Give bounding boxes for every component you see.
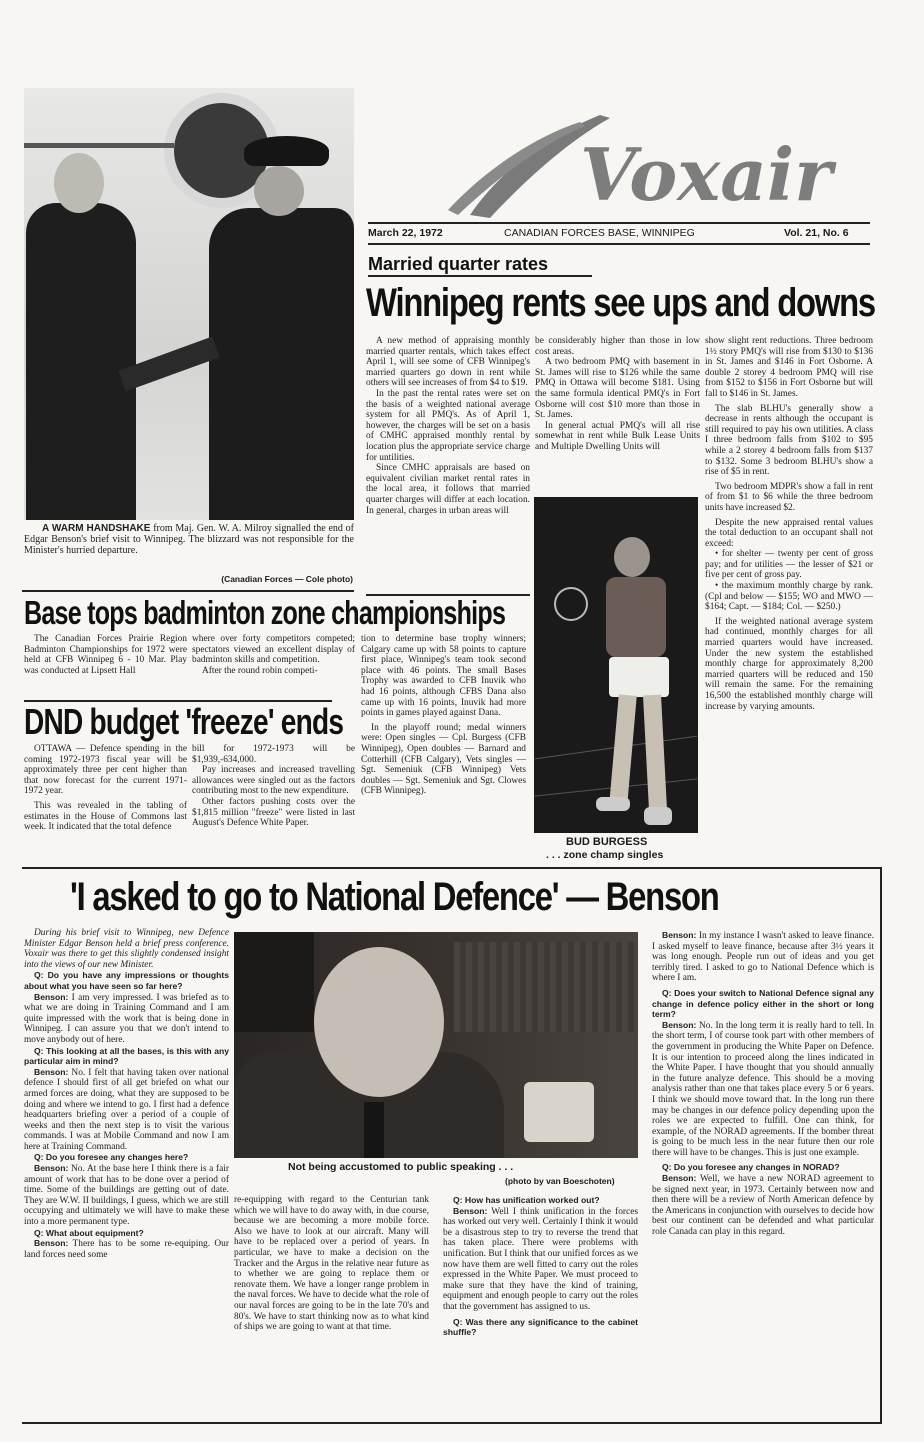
base-name: CANADIAN FORCES BASE, WINNIPEG [504, 227, 695, 239]
badminton-col-2 [192, 634, 355, 676]
speaker-label: Benson: [662, 1019, 697, 1030]
rent-kicker-text: Married quarter rates [368, 254, 549, 274]
benson-press-photo [234, 932, 638, 1158]
budget-paragraph: This was revealed in the tabling of estimates in the House of Commons last week. It indicated that the total defence [24, 800, 187, 833]
rent-bullet: • for shelter — twenty per cent of gross pay; and for utilities — the lesser of $21 or five per cent of gross pay. [705, 549, 873, 581]
interview-answer [24, 1238, 229, 1260]
rent-paragraph: In the past the rental rates were set on the basis of a weighted national average system for all PMQ's. As of April 1, however, the charges will be set on a basis of CMHC appraised monthly rental by location plus the appropriate service charge for untilities. [366, 388, 530, 463]
answer-text: I am very impressed. I was briefed as to what we are doing in Training Command and I am quite impressed with the work that is being done in Winnipeg. I can assure you that we don't intend to move anybody out of here. [24, 992, 229, 1045]
interview-answer [24, 992, 229, 1046]
handshake-caption [24, 523, 354, 556]
rent-paragraph: The slab BLHU's generally show a decrease in rents although the occupant is still required to pay his own utilities. A class I three bedroom falls from $102 to $95 while a 2 storey 4 bedroom falls from $137 to $132. Some 3 bedroom BLHU's show a rise of $5 in rent. [705, 403, 873, 478]
badminton-headline: Base tops badminton zone championships [24, 594, 506, 631]
budget-paragraph: bill for 1972-1973 will be $1,939,-634,000. [192, 744, 355, 765]
interview-answer [443, 1206, 638, 1313]
budget-paragraph: OTTAWA — Defence spending in the coming 1972-1973 fiscal year will be approximately three per cent higher than that now forecast for the current 1971-1972 year. [24, 744, 187, 797]
speaker-label: Benson: [34, 991, 69, 1002]
speaker-label: Benson: [34, 1163, 69, 1174]
interview-intro: During his brief visit to Winnipeg, new Defence Minister Edgar Benson held a brief press conference. Voxair was there to get this slightly condensed insight into the views of our new Minister. [24, 928, 229, 970]
answer-text: There has to be some re-equiping. Our land forces need some [24, 1239, 229, 1260]
interview-paragraph: re-equipping with regard to the Centurian tank which we will have to do away with, in due course, because we are becoming a more mobile force. Also we have to look at our aircraft. Many will have to be replaced over a period of years. In particular, we have to make a decision on the Tracker and the Argus in the relative near future as to whether we are going to replace them or renovate them. We have a longer range problem in the naval forces. We have to decide what the role of our naval forces are going to be in the late 70's and 80's. We have to start thinking now as to what kind of ships we are going to want at that time. [234, 1195, 429, 1333]
interview-col-4 [652, 930, 874, 1238]
handshake-photo [24, 88, 354, 520]
volume-number: Vol. 21, No. 6 [784, 227, 849, 239]
answer-text: No. At the base here I think there is a fair amount of work that has to be done over a period of time. Some of the buildings are getting out of date. They are W.W. II buildings, I guess, which we are still occupying and ultimately we will have to make these into a more permanent type. [24, 1164, 229, 1228]
speaker-label: Benson: [662, 1173, 697, 1184]
rent-kicker [368, 254, 592, 277]
speaker-label: Benson: [34, 1238, 69, 1249]
answer-text: No. I felt that having taken over national defence I should first of all get briefed on what our armed forces are doing, what they are supposed to be doing and where we intend to go. I first had a defence headquarters briefing over a period of a couple of weeks and then the next step is to visit the various commands. I was at Mobile Command and now I am here at Training Command. [24, 1067, 229, 1152]
badminton-paragraph: In the playoff round; medal winners were: Open singles — Cpl. Burgess (CFB Winnipeg), Open doubles — Barnard and Cotterhill (CFB Calgary), Vets singles — Sgt. Semeniuk (CFB Winnipeg) Vets doubles — Sgt. Semeniuk and Sgt. Clowes (CFB Winnipeg). [361, 722, 526, 797]
answer-text: No. In the long term it is really hard to tell. In the short term, I of course took part with other members of the government in producing the White Paper on Defence. It is our intention to proceed along the lines indicated in the White Paper. I have thought that you should annually in the future analyze defence. This should be a moving analysis rather than one that takes place every 5 or 6 years. I think we should move toward that. In the long run there may be changes in our defence policy depending upon the roles we are expected to fulfill. One can think, for example, of the NORAD agreements. If the bomber threat is going to be much less in the near future then our role there will have to be changes. This is just one example. [652, 1020, 874, 1158]
badminton-col-3 [361, 634, 526, 797]
interview-col-3 [443, 1195, 638, 1338]
rent-col-2 [535, 336, 700, 453]
rent-headline: Winnipeg rents see ups and downs [366, 281, 875, 325]
rent-col-3 [705, 336, 873, 712]
budget-paragraph: Pay increases and increased travelling allowances were singled out as the factors contributing most to the new expenditure. [192, 765, 355, 797]
masthead-title: Voxair [580, 132, 833, 217]
speaker-label: Benson: [453, 1205, 488, 1216]
interview-col-1 [24, 928, 229, 1260]
budget-paragraph: Other factors pushing costs over the $1,815 million "freeze" were listed in last August's Defence White Paper. [192, 796, 355, 829]
budget-col-2 [192, 744, 355, 829]
rent-paragraph: Since CMHC appraisals are based on equivalent civilian market rental rates in the local area, it follows that married quarter charges will differ at each location. In general, charges in urban areas will [366, 463, 530, 516]
interview-question: Q: This looking at all the bases, is this with any particular aim in mind? [24, 1045, 229, 1067]
interview-question: Q: Does your switch to National Defence signal any change in defence policy either in the short or long term? [652, 987, 874, 1020]
handshake-caption-text: from Maj. Gen. W. A. Milroy signalled the end of Edgar Benson's brief visit to Winnipeg. The blizzard was not responsible for the Minister's hurried departure. [24, 523, 354, 556]
handshake-caption-lead: A WARM HANDSHAKE [42, 523, 151, 534]
interview-col-2 [234, 1195, 429, 1333]
rent-bullet: • the maximum monthly charge by rank. (Cpl and below — $155; WO and MWO — $164; Capt. — $184; Col. — $250.) [705, 581, 873, 613]
interview-answer [652, 1173, 874, 1238]
badminton-photo-caption-text: . . . zone champ singles [546, 849, 664, 861]
rent-paragraph: If the weighted national average system had continued, monthly charges for all married quarters would have increased. Under the new system the established monthly charge for approximately 8,200 married quarters will be reduced and 150 will remain the same. For the remaining 16,500 the established monthly charge will increase by varying amounts. [705, 616, 873, 712]
interview-question: Q: Do you have any impressions or thoughts about what you have seen so far here? [24, 970, 229, 991]
interview-answer [24, 1067, 229, 1153]
interview-answer [24, 1163, 229, 1228]
rent-paragraph: In general actual PMQ's will all rise somewhat in rent while Bulk Lease Units and Multiple Dwelling Units will [535, 420, 700, 452]
benson-photo-caption: Not being accustomed to public speaking . . . [288, 1161, 514, 1173]
voxair-logo-icon [430, 110, 870, 218]
answer-text: In my instance I wasn't asked to leave finance. I asked myself to leave finance, because after 3½ years it was long enough. People run out of ideas and you get terribly tired. I asked to go to National Defence which is where I am. [652, 931, 874, 984]
masthead-logo [430, 110, 870, 218]
rent-paragraph: A two bedroom PMQ with basement in St. James will rise to $126 while the same PMQ in Ottawa will become $181. Using the same formula identical PMQ's in Fort Osborne will cost $10 more than those in St. James. [535, 357, 700, 421]
badminton-paragraph: After the round robin competi- [202, 665, 318, 676]
interview-headline: 'I asked to go to National Defence' — Benson [70, 875, 719, 919]
badminton-player-photo [534, 497, 698, 833]
rent-paragraph: Despite the new appraised rental values the total deduction to an occupant shall not exceed: [705, 517, 873, 549]
answer-text: Well I think unification in the forces has worked out very well. Certainly I think it would be a disastrous step to try to reverse the trend that has taken place. There were problems with unification. But I think that our unified forces as we now have them are well fitted to carry out the roles expressed in the White Paper. We must proceed to make sure that they have the kind of training, equipment and enough people to carry out the roles that the government has assigned to us. [443, 1206, 638, 1312]
rent-paragraph: Two bedroom MDPR's show a fall in rent of from $1 to $6 while the three bedroom units have increased $2. [705, 481, 873, 513]
interview-question: Q: How has unification worked out? [453, 1195, 600, 1205]
rent-col-1 [366, 336, 530, 516]
speaker-label: Benson: [34, 1066, 69, 1077]
interview-question: Q: Was there any significance to the cabinet shuffle? [443, 1316, 638, 1338]
badminton-paragraph: The Canadian Forces Prairie Region Badminton Championships for 1972 were held at CFB Winnipeg 6 - 10 Mar. Play was conducted at Lipsett Hall [24, 634, 187, 676]
badminton-col-1 [24, 634, 187, 676]
badminton-paragraph: tion to determine base trophy winners; Calgary came up with 58 points to capture first place, Winnipeg's team took second place with 46 points. The small Bases Trophy was awarded to CFB Inuvik who had 16 points, although CFBS Dana also came up with 16 points, Inuvik had more points in games played against Dana. [361, 634, 526, 719]
interview-question: Q: Do you foresee any changes here? [34, 1152, 189, 1163]
rent-paragraph: be considerably higher than those in low cost areas. [535, 336, 700, 357]
issue-date: March 22, 1972 [368, 227, 443, 239]
interview-question: Q: Do you foresee any changes in NORAD? [662, 1162, 840, 1173]
speaker-label: Benson: [662, 930, 697, 940]
benson-photo-credit: (photo by van Boeschoten) [505, 1176, 615, 1186]
rent-paragraph: show slight rent reductions. Three bedroom 1½ story PMQ's will rise from $130 to $136 in St. James and $146 in Fort Osborne. A double 2 storey 4 bedroom PMQ will rise from $152 to $156 in Fort Osborne but will fall to $146 in St. James. [705, 336, 873, 399]
answer-text: Well, we have a new NORAD agreement to be signed next year, in 1973. Certainly between now and then there will be a review of North American defence by the Americans in conjunction with ourselves to decide how best our continent can be defended and what particular role Canada can play in this regard. [652, 1174, 874, 1238]
rent-paragraph: A new method of appraising monthly married quarter rentals, which takes effect April 1, will see some of CFB Winnipeg's married quarters go down in rent while others will see increases of from $4 to $19. [366, 336, 530, 389]
interview-answer [652, 930, 874, 984]
badminton-photo-caption-name: BUD BURGESS [566, 836, 648, 848]
interview-answer [652, 1020, 874, 1159]
budget-col-1 [24, 744, 187, 833]
budget-headline: DND budget 'freeze' ends [24, 701, 344, 742]
interview-question: Q: What about equipment? [34, 1227, 144, 1238]
handshake-photo-credit: (Canadian Forces — Cole photo) [221, 574, 353, 584]
badminton-paragraph: where over forty competitors competed; spectators viewed an excellent display of badminton skills and competition. [192, 634, 355, 666]
